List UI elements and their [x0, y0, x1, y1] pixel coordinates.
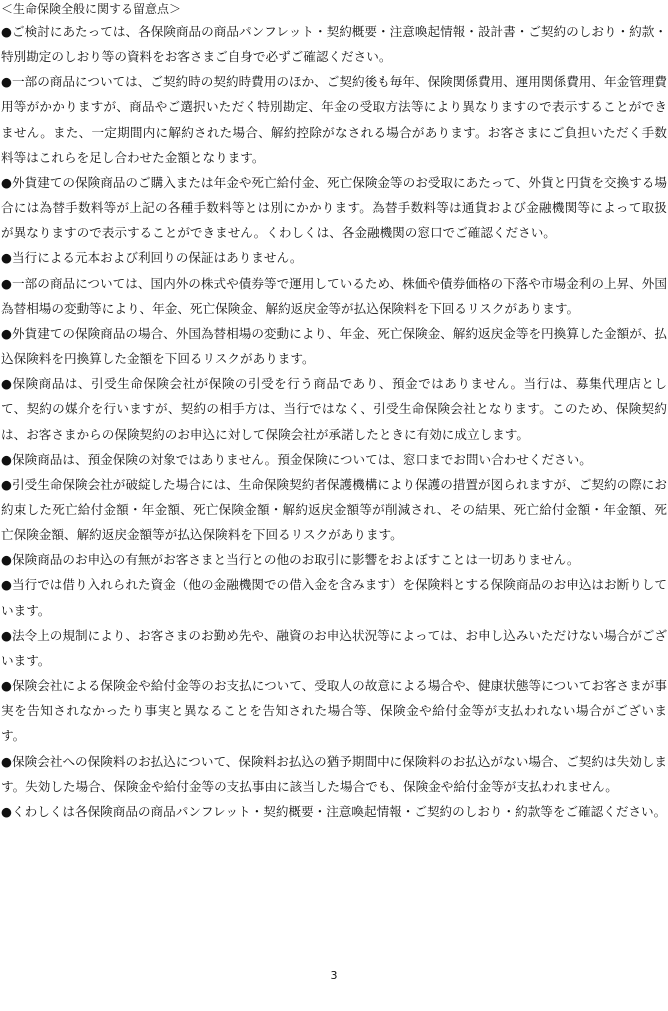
bullet-icon: ● — [1, 174, 12, 190]
notice-list — [1, 19, 667, 824]
notice-text: 当行による元本および利回りの保証はありません。 — [12, 250, 303, 266]
notice-item — [1, 572, 667, 622]
notice-item — [1, 371, 667, 446]
notice-text: 保険商品は、預金保険の対象ではありません。預金保険については、窓口までお問い合わせください。 — [12, 451, 592, 467]
notice-text: 外貨建ての保険商品の場合、外国為替相場の変動により、年金、死亡保険金、解約返戻金等を円換算した金額が、払込保険料を円換算した金額を下回るリスクがあります。 — [1, 325, 667, 367]
bullet-icon: ● — [1, 803, 12, 819]
bullet-icon: ● — [1, 678, 13, 694]
notice-text: 引受生命保険会社が破綻した場合には、生命保険契約者保護機構により保護の措置が図られますが、ご契約の際にお約束した死亡給付金額・年金額、死亡保険金額・解約返戻金額等が削減され、その結果、死亡給付金額・年金額、死亡保険金額、解約返戻金額等が払込保険料を下回るリスクがあります。 — [1, 476, 667, 543]
notice-item — [1, 749, 667, 799]
notice-text: 一部の商品については、国内外の株式や債券等で運用しているため、株価や債券価格の下落や市場金利の上昇、外国為替相場の変動等により、年金、死亡保険金、解約返戻金等が払込保険料を下回るリスクがあります。 — [1, 275, 667, 316]
bullet-icon: ● — [1, 74, 12, 90]
notice-item — [1, 19, 667, 69]
bullet-icon: ● — [1, 250, 12, 266]
bullet-icon: ● — [1, 476, 12, 492]
notice-item — [1, 271, 667, 321]
bullet-icon: ● — [1, 577, 12, 593]
notice-item — [1, 170, 667, 245]
notice-text: 一部の商品については、ご契約時の契約時費用のほか、ご契約後も毎年、保険関係費用、運用関係費用、年金管理費用等がかかりますが、商品やご選択いただく特別勘定、年金の受取方法等により異なりますので表示することができません。また、一定期間内に解約された場合、解約控除がなされる場合があります。お客さまにご負担いただく手数料等はこれらを足し合わせた金額となります。 — [1, 74, 668, 165]
document-body — [1, 1, 667, 824]
bullet-icon: ● — [1, 552, 12, 568]
page-number: 3 — [330, 969, 338, 982]
notice-text: くわしくは各保険商品の商品パンフレット・契約概要・注意喚起情報・ご契約のしおり・約款等をご確認ください。 — [12, 803, 667, 819]
notice-text: ご検討にあたっては、各保険商品の商品パンフレット・契約概要・注意喚起情報・設計書・ご契約のしおり・約款・特別勘定のしおり等の資料をお客さまご自身で必ずご確認ください。 — [1, 24, 667, 65]
notice-item — [1, 673, 667, 748]
notice-item — [1, 623, 667, 673]
bullet-icon: ● — [1, 275, 13, 291]
bullet-icon: ● — [1, 325, 12, 341]
notice-item — [1, 547, 667, 572]
notice-text: 保険商品のお申込の有無がお客さまと当行との他のお取引に影響をおよぼすことは一切ありません。 — [12, 552, 580, 568]
bullet-icon: ● — [1, 376, 13, 392]
notice-text: 保険会社への保険料のお払込について、保険料お払込の猶予期間中に保険料のお払込がない場合、ご契約は失効します。失効した場合、保険金や給付金等の支払事由に該当した場合でも、保険金や給付金等が支払われません。 — [1, 753, 667, 794]
notice-item — [1, 472, 667, 547]
notice-item — [1, 321, 667, 371]
bullet-icon: ● — [1, 753, 13, 769]
notice-item — [1, 447, 667, 472]
notice-item — [1, 69, 667, 170]
bullet-icon: ● — [1, 627, 12, 643]
notice-text: 外貨建ての保険商品のご購入または年金や死亡給付金、死亡保険金等のお受取にあたって、外貨と円貨を交換する場合には為替手数料等が上記の各種手数料等とは別にかかります。為替手数料等は通貨および金融機関等によって取扱が異なりますので表示することができません。くわしくは、各金融機関の窓口でご確認ください。 — [1, 174, 667, 241]
notice-item — [1, 245, 667, 270]
notice-text: 保険会社による保険金や給付金等のお支払について、受取人の故意による場合や、健康状態等についてお客さまが事実を告知されなかったり事実と異なることを告知された場合等、保険金や給付金等が支払われない場合がございます。 — [1, 678, 667, 744]
notice-item — [1, 799, 667, 824]
notice-text: 保険商品は、引受生命保険会社が保険の引受を行う商品であり、預金ではありません。当行は、募集代理店として、契約の媒介を行いますが、契約の相手方は、当行ではなく、引受生命保険会社となります。このため、保険契約は、お客さまからの保険契約のお申込に対して保険会社が承諾したときに有効に成立します。 — [1, 376, 667, 442]
section-heading: ＜生命保険全般に関する留意点＞ — [1, 2, 182, 16]
bullet-icon: ● — [1, 24, 13, 39]
notice-text: 当行では借り入れられた資金（他の金融機関での借入金を含みます）を保険料とする保険商品のお申込はお断りしています。 — [1, 577, 667, 618]
notice-text: 法令上の規制により、お客さまのお勤め先や、融資のお申込状況等によっては、お申し込みいただけない場合がございます。 — [1, 627, 667, 668]
bullet-icon: ● — [1, 451, 12, 467]
